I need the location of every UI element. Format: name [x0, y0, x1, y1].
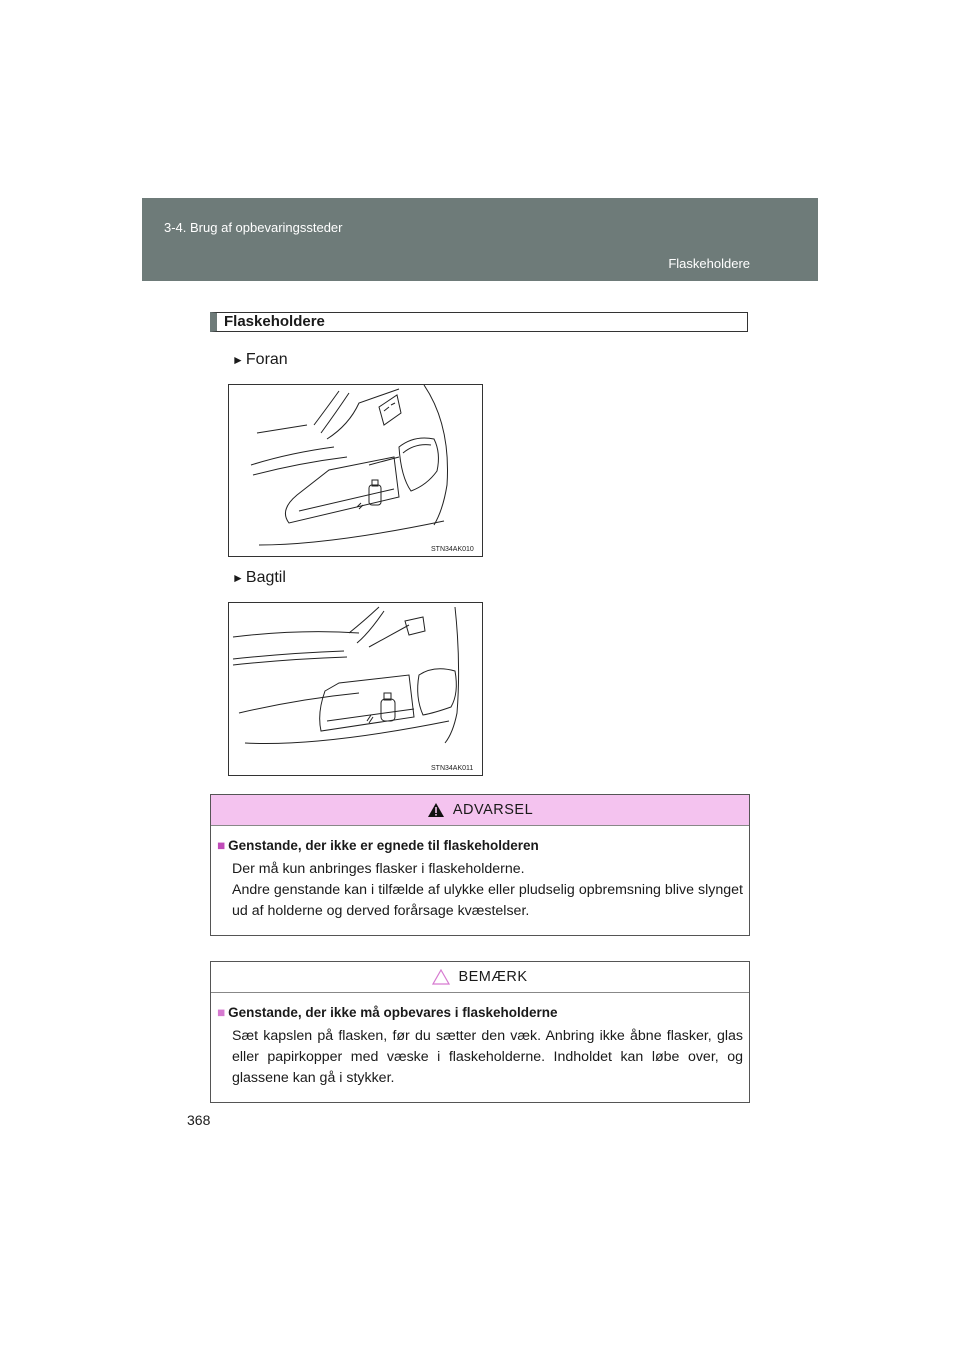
square-bullet-icon: ■ [217, 838, 226, 853]
notice-heading: BEMÆRK [458, 969, 528, 985]
triangle-right-icon: ► [232, 571, 244, 585]
caution-triangle-icon [432, 969, 450, 985]
warning-header [211, 795, 749, 826]
warning-line-2: Andre genstande kan i tilfælde af ulykke eller pludselig opbremsning blive slynget ud af holderne og derved forårsage kvæstelser. [232, 882, 743, 919]
warning-body [211, 826, 749, 932]
front-figure-code: STN34AK010 [431, 546, 474, 553]
rear-door-drawing [229, 603, 482, 775]
rear-bottle-holder-illustration [228, 602, 483, 776]
notice-body [211, 993, 749, 1099]
notice-header [211, 962, 749, 993]
variant-rear-text: Bagtil [245, 569, 286, 586]
warning-item-title [217, 838, 743, 853]
section-title: Flaskeholdere [210, 312, 748, 332]
warning-triangle-icon [427, 802, 445, 818]
warning-item-title-text: Genstande, der ikke er egnede til flaskeholderen [228, 838, 539, 853]
variant-front-text: Foran [245, 351, 288, 368]
chapter-header [142, 198, 818, 281]
variant-rear-label [232, 569, 286, 587]
notice-box [210, 961, 750, 1103]
front-bottle-holder-illustration [228, 384, 483, 557]
warning-box [210, 794, 750, 936]
notice-item-title-text: Genstande, der ikke må opbevares i flaskeholderne [228, 1005, 558, 1020]
notice-text: Sæt kapslen på flasken, før du sætter den væk. Anbring ikke åbne flasker, glas eller papirkopper med væske i flaskeholderne. Indholdet kan løbe over, og glassene kan gå i stykker. [232, 1028, 743, 1086]
chapter-topic-label: Flaskeholdere [668, 256, 750, 271]
notice-item-title [217, 1005, 743, 1020]
front-door-drawing [229, 385, 482, 556]
warning-line-1: Der må kun anbringes flasker i flaskeholderne. [232, 861, 525, 877]
rear-figure-code: STN34AK011 [431, 765, 474, 772]
chapter-section-label: 3-4. Brug af opbevaringssteder [164, 220, 343, 235]
square-bullet-icon: ■ [217, 1005, 226, 1020]
variant-front-label [232, 351, 288, 369]
warning-heading: ADVARSEL [452, 802, 534, 818]
page-number: 368 [187, 1112, 211, 1128]
triangle-right-icon: ► [232, 353, 244, 367]
